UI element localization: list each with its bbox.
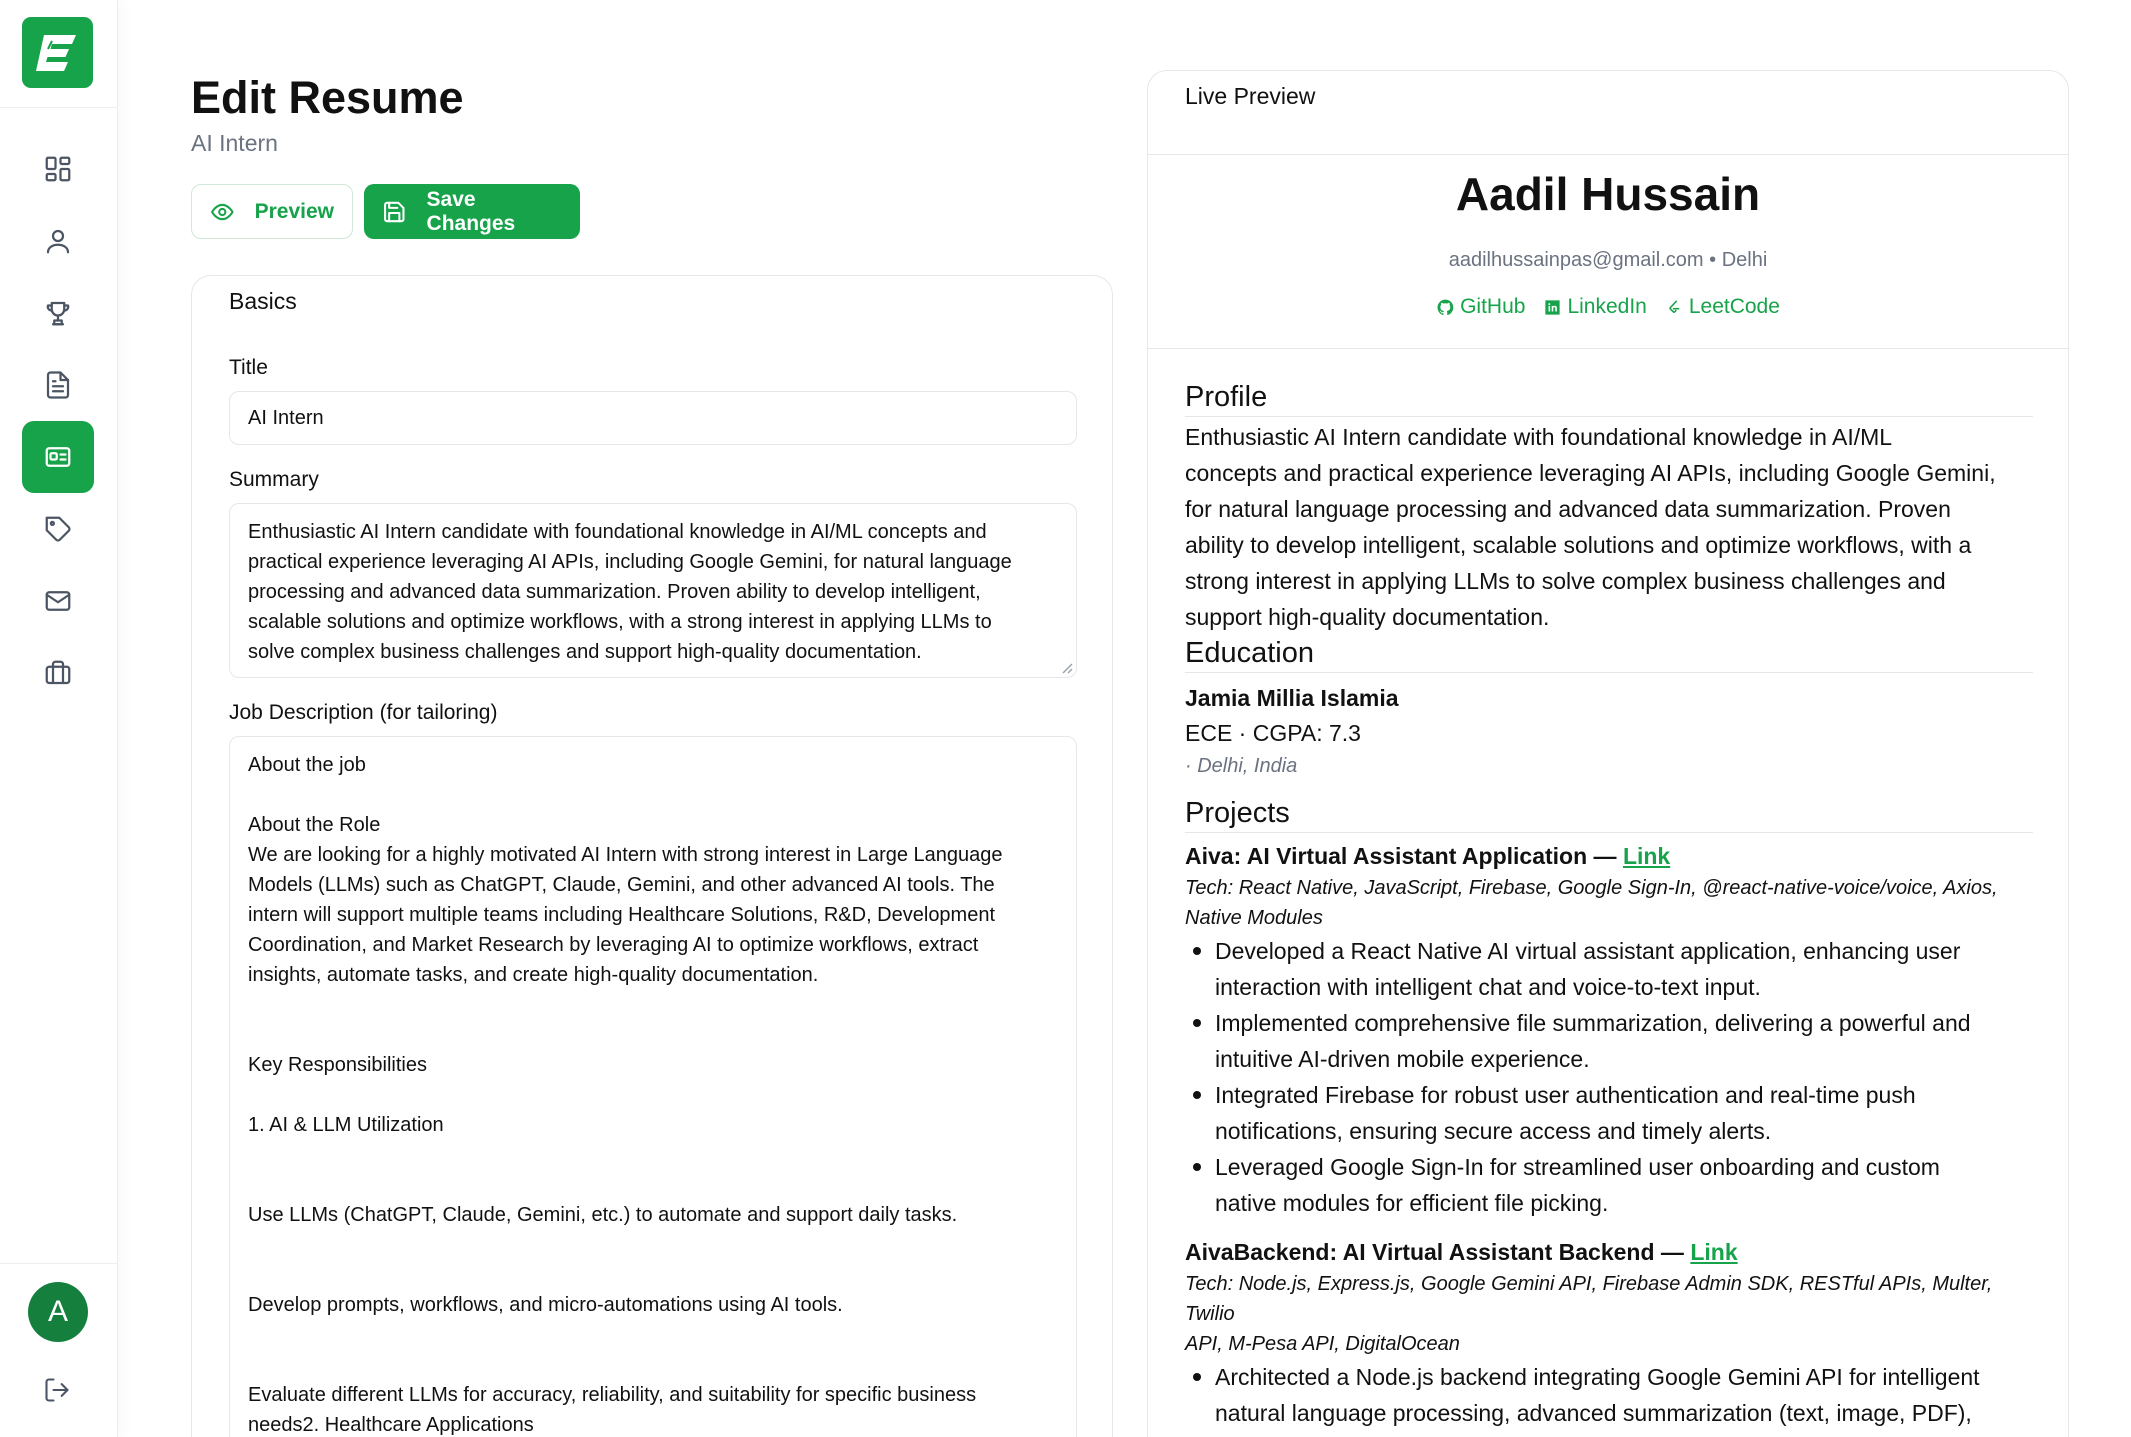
project-bullet-line: Leveraged Google Sign-In for streamlined user onboarding and custom xyxy=(1215,1154,1940,1180)
jd-text-line: Develop prompts, workflows, and micro-automations using AI tools. xyxy=(248,1294,843,1316)
trophy-icon xyxy=(43,298,73,328)
eye-icon xyxy=(210,199,235,225)
project-bullet-line: natural language processing, advanced summarization (text, image, PDF), xyxy=(1215,1400,1972,1426)
project-bullet-line: Integrated Firebase for robust user authentication and real-time push xyxy=(1215,1082,1916,1108)
user-icon xyxy=(43,226,73,256)
title-input[interactable] xyxy=(229,391,1077,445)
sidebar-item-documents[interactable] xyxy=(22,349,94,421)
live-preview-card xyxy=(1147,70,2069,1437)
jd-text-line: About the Role xyxy=(248,814,381,836)
id-card-icon xyxy=(43,442,73,472)
briefcase-icon xyxy=(43,658,73,688)
github-icon xyxy=(1436,298,1455,317)
profile-text-line: for natural language processing and advanced data summarization. Proven xyxy=(1185,496,1951,522)
education-degree: ECE · CGPA: 7.3 xyxy=(1185,720,1361,746)
jd-text-line: Evaluate different LLMs for accuracy, reliability, and suitability for specific business xyxy=(248,1384,977,1406)
sidebar-item-achievements[interactable] xyxy=(22,277,94,349)
save-icon xyxy=(382,199,407,225)
job-description-textarea[interactable] xyxy=(229,736,1077,1437)
resume-name: Aadil Hussain xyxy=(1455,168,1761,220)
jd-text-line xyxy=(248,1260,1058,1290)
project-bullet xyxy=(1185,1077,2033,1149)
project-tech xyxy=(1185,1269,2033,1359)
sidebar-item-jobs[interactable] xyxy=(22,637,94,709)
jd-text-line xyxy=(248,1020,1058,1050)
profile-text-line: ability to develop intelligent, scalable solutions and optimize workflows, with a xyxy=(1185,532,1972,558)
profile-text-line: support high-quality documentation. xyxy=(1185,604,1550,630)
sidebar-divider xyxy=(0,107,118,108)
jd-text-line: 1. AI & LLM Utilization xyxy=(248,1114,444,1136)
resume-links xyxy=(1148,295,2068,319)
linkedin-link-label: LinkedIn xyxy=(1567,295,1647,318)
preview-header xyxy=(1148,71,2068,155)
jd-text-line: insights, automate tasks, and create high-quality documentation. xyxy=(248,964,819,986)
summary-text-line: solve complex business challenges and support high-quality documentation. xyxy=(248,641,922,663)
project-title-text: AivaBackend: AI Virtual Assistant Backend — xyxy=(1185,1239,1691,1265)
sidebar xyxy=(0,0,118,1437)
jd-text-line xyxy=(248,1080,1058,1110)
jd-text-line: Models (LLMs) such as ChatGPT, Claude, Gemini, and other advanced AI tools. The xyxy=(248,874,995,896)
sidebar-item-tags[interactable] xyxy=(22,493,94,565)
project-title xyxy=(1185,839,2033,873)
linkedin-link[interactable] xyxy=(1543,295,1646,319)
preview-button[interactable] xyxy=(191,184,353,239)
jd-text-line xyxy=(248,780,1058,810)
jd-text-line: needs2. Healthcare Applications xyxy=(248,1414,534,1436)
page-title: Edit Resume xyxy=(191,72,464,123)
project-bullet xyxy=(1185,1005,2033,1077)
resume-contact: aadilhussainpas@gmail.com • Delhi xyxy=(1448,249,1768,271)
document-icon xyxy=(43,370,73,400)
logout-icon xyxy=(43,1376,71,1404)
summary-label: Summary xyxy=(229,468,319,491)
project-bullet-line: Implemented comprehensive file summarization, delivering a powerful and xyxy=(1215,1010,1971,1036)
avatar[interactable]: A xyxy=(28,1282,88,1342)
sidebar-divider xyxy=(0,1263,118,1264)
resume-body xyxy=(1185,381,2033,1431)
summary-textarea[interactable] xyxy=(229,503,1077,678)
sidebar-item-resumes[interactable] xyxy=(22,421,94,493)
jd-text-line xyxy=(248,1140,1058,1170)
projects-heading: Projects xyxy=(1185,797,2033,833)
app-logo-icon[interactable] xyxy=(22,17,93,88)
project-bullet-line: notifications, ensuring secure access and timely alerts. xyxy=(1215,1118,1772,1144)
profile-text-line: strong interest in applying LLMs to solve complex business challenges and xyxy=(1185,568,1946,594)
preview-button-label: Preview xyxy=(254,199,334,223)
jd-text-line xyxy=(248,1230,1058,1260)
projects-list xyxy=(1185,839,2033,1431)
title-input-value: AI Intern xyxy=(248,406,324,429)
preview-header-title: Live Preview xyxy=(1185,83,1316,109)
project-tech-line: Tech: Node.js, Express.js, Google Gemini API, Firebase Admin SDK, RESTful APIs, Multer, Twilio xyxy=(1185,1273,1993,1325)
project-bullet xyxy=(1185,933,2033,1005)
project-title-text: Aiva: AI Virtual Assistant Application — xyxy=(1185,843,1623,869)
summary-text-line: scalable solutions and optimize workflows, with a strong interest in applying LLMs to xyxy=(248,611,992,633)
project-title xyxy=(1185,1235,2033,1269)
project-bullet xyxy=(1185,1149,2033,1221)
sidebar-item-mail[interactable] xyxy=(22,565,94,637)
education-heading: Education xyxy=(1185,637,2033,673)
leetcode-link-label: LeetCode xyxy=(1688,295,1780,318)
jd-text-line: Coordination, and Market Research by leveraging AI to optimize workflows, extract xyxy=(248,934,979,956)
jd-text-line xyxy=(248,1170,1058,1200)
jd-text-line xyxy=(248,1320,1058,1350)
jd-text-line xyxy=(248,1350,1058,1380)
tag-icon xyxy=(43,514,73,544)
leetcode-link[interactable] xyxy=(1665,295,1780,319)
project-tech xyxy=(1185,873,2033,933)
save-button[interactable] xyxy=(364,184,580,239)
jd-text-line: We are looking for a highly motivated AI Intern with strong interest in Large Language xyxy=(248,844,1003,866)
logout-button[interactable] xyxy=(43,1376,73,1406)
summary-text-line: Enthusiastic AI Intern candidate with foundational knowledge in AI/ML concepts and xyxy=(248,521,987,543)
jd-text-line: intern will support multiple teams including Healthcare Solutions, R&D, Development xyxy=(248,904,996,926)
resize-grip-icon[interactable] xyxy=(1059,660,1073,674)
project-tech-line: API, M-Pesa API, DigitalOcean xyxy=(1185,1333,1460,1355)
summary-text-line: practical experience leveraging AI APIs, including Google Gemini, for natural language xyxy=(248,551,1012,573)
jd-label: Job Description (for tailoring) xyxy=(229,701,498,724)
leetcode-icon xyxy=(1665,298,1684,317)
title-label: Title xyxy=(229,356,268,379)
sidebar-item-dashboard[interactable] xyxy=(22,133,94,205)
profile-text xyxy=(1185,419,2033,635)
education-school: Jamia Millia Islamia xyxy=(1185,685,1399,711)
editor-card xyxy=(191,275,1113,1437)
project-tech-line: Native Modules xyxy=(1185,907,1323,929)
project-item xyxy=(1185,1235,2033,1431)
project-bullet-line: native modules for efficient file picking. xyxy=(1215,1190,1609,1216)
project-bullet-line: Developed a React Native AI virtual assistant application, enhancing user xyxy=(1215,938,1961,964)
education-location: · Delhi, India xyxy=(1185,755,1298,777)
project-link[interactable]: Link xyxy=(1622,843,1671,869)
project-bullet-line: interaction with intelligent chat and voice-to-text input. xyxy=(1215,974,1761,1000)
jd-text-line: Use LLMs (ChatGPT, Claude, Gemini, etc.) to automate and support daily tasks. xyxy=(248,1204,958,1226)
page-subtitle: AI Intern xyxy=(191,130,278,156)
github-link-label: GitHub xyxy=(1460,295,1526,318)
project-tech-line: Tech: React Native, JavaScript, Firebase, Google Sign-In, @react-native-voice/voice, Axios, xyxy=(1185,877,1998,899)
project-bullet-line: Architected a Node.js backend integrating Google Gemini API for intelligent xyxy=(1215,1364,1980,1390)
jd-text-line: Key Responsibilities xyxy=(248,1054,427,1076)
grid-icon xyxy=(43,154,73,184)
profile-text-line: concepts and practical experience leveraging AI APIs, including Google Gemini, xyxy=(1185,460,1996,486)
profile-text-line: Enthusiastic AI Intern candidate with foundational knowledge in AI/ML xyxy=(1185,424,1893,450)
section-title: Basics xyxy=(229,288,297,314)
project-bullets xyxy=(1185,1359,2033,1431)
save-button-label: Save Changes xyxy=(426,187,516,235)
summary-text-line: processing and advanced data summarization. Proven ability to develop intelligent, xyxy=(248,581,981,603)
project-bullets xyxy=(1185,933,2033,1221)
jd-text-line: About the job xyxy=(248,754,366,776)
project-bullet xyxy=(1185,1359,2033,1431)
project-link[interactable]: Link xyxy=(1690,1239,1738,1265)
project-bullet-line: intuitive AI-driven mobile experience. xyxy=(1215,1046,1590,1072)
profile-heading: Profile xyxy=(1185,381,2033,417)
mail-icon xyxy=(43,586,73,616)
sidebar-item-profile[interactable] xyxy=(22,205,94,277)
project-item xyxy=(1185,839,2033,1221)
linkedin-icon xyxy=(1543,298,1562,317)
jd-text-line xyxy=(248,990,1058,1020)
github-link[interactable] xyxy=(1436,295,1525,319)
